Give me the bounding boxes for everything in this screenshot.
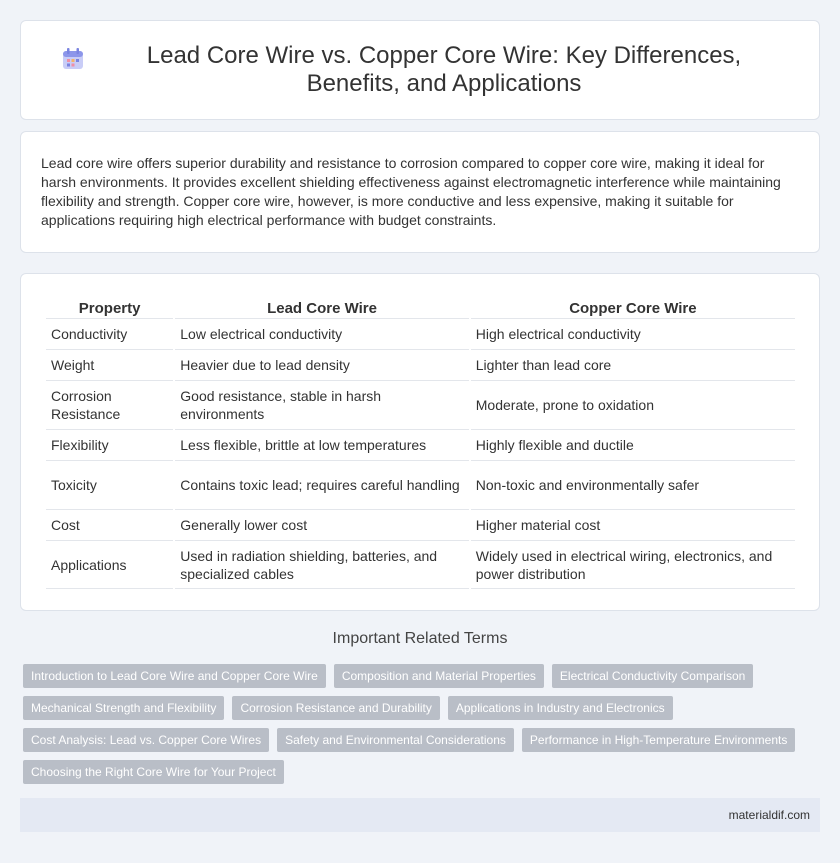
comparison-table: [44, 295, 797, 589]
table-cell: Corrosion Resistance: [46, 380, 173, 429]
table-row: [46, 460, 795, 509]
table-cell: Non-toxic and environmentally safer: [471, 460, 795, 509]
column-header: Property: [78, 300, 141, 317]
table-cell: Contains toxic lead; requires careful handling: [175, 460, 469, 509]
header-card: [20, 20, 820, 120]
table-cell: Less flexible, brittle at low temperatures: [175, 429, 469, 460]
table-cell: Toxicity: [46, 460, 173, 509]
related-term-tag[interactable]: Safety and Environmental Considerations: [277, 728, 514, 752]
table-cell: Low electrical conductivity: [175, 318, 469, 349]
table-row: [46, 380, 795, 429]
table-cell: High electrical conductivity: [471, 318, 795, 349]
calendar-icon: [60, 46, 86, 72]
table-cell: Heavier due to lead density: [175, 349, 469, 380]
table-cell: Moderate, prone to oxidation: [471, 380, 795, 429]
table-row: [46, 540, 795, 589]
table-row: [46, 429, 795, 460]
comparison-table-card: [20, 273, 820, 611]
table-cell: Flexibility: [46, 429, 173, 460]
table-cell: Weight: [46, 349, 173, 380]
intro-card: [20, 131, 820, 253]
related-term-tag[interactable]: Mechanical Strength and Flexibility: [23, 696, 224, 720]
table-cell: Widely used in electrical wiring, electronics, and power distribution: [471, 540, 795, 589]
table-row: [46, 349, 795, 380]
table-cell: Conductivity: [46, 318, 173, 349]
footer-site-link[interactable]: materialdif.com: [728, 808, 810, 822]
table-cell: Highly flexible and ductile: [471, 429, 795, 460]
page-title: Lead Core Wire vs. Copper Core Wire: Key Differences, Benefits, and Applications: [146, 42, 742, 97]
related-terms-list: [23, 664, 813, 792]
related-term-tag[interactable]: Introduction to Lead Core Wire and Copper Core Wire: [23, 664, 326, 688]
table-row: [46, 318, 795, 349]
related-term-tag[interactable]: Cost Analysis: Lead vs. Copper Core Wires: [23, 728, 269, 752]
intro-text: Lead core wire offers superior durability and resistance to corrosion compared to copper core wire, making it ideal for harsh environments. It provides excellent shielding effectiveness against electromagnetic interference while maintaining flexibility and strength. Copper core wire, however, is more conductive and less expensive, making it suitable for applications requiring high electrical performance with budget constraints.: [41, 155, 781, 228]
table-row: [46, 509, 795, 540]
table-cell: Cost: [46, 509, 173, 540]
related-term-tag[interactable]: Applications in Industry and Electronics: [448, 696, 673, 720]
column-header: Lead Core Wire: [267, 300, 377, 317]
related-term-tag[interactable]: Electrical Conductivity Comparison: [552, 664, 753, 688]
table-cell: Generally lower cost: [175, 509, 469, 540]
table-cell: Used in radiation shielding, batteries, and specialized cables: [175, 540, 469, 589]
table-cell: Higher material cost: [471, 509, 795, 540]
related-terms-title: Important Related Terms: [332, 630, 508, 647]
related-term-tag[interactable]: Choosing the Right Core Wire for Your Project: [23, 760, 284, 784]
footer: [20, 798, 820, 832]
related-term-tag[interactable]: Performance in High-Temperature Environments: [522, 728, 795, 752]
column-header: Copper Core Wire: [569, 300, 697, 317]
table-cell: Applications: [46, 540, 173, 589]
related-term-tag[interactable]: Composition and Material Properties: [334, 664, 544, 688]
table-cell: Good resistance, stable in harsh environments: [175, 380, 469, 429]
table-cell: Lighter than lead core: [471, 349, 795, 380]
related-term-tag[interactable]: Corrosion Resistance and Durability: [232, 696, 439, 720]
